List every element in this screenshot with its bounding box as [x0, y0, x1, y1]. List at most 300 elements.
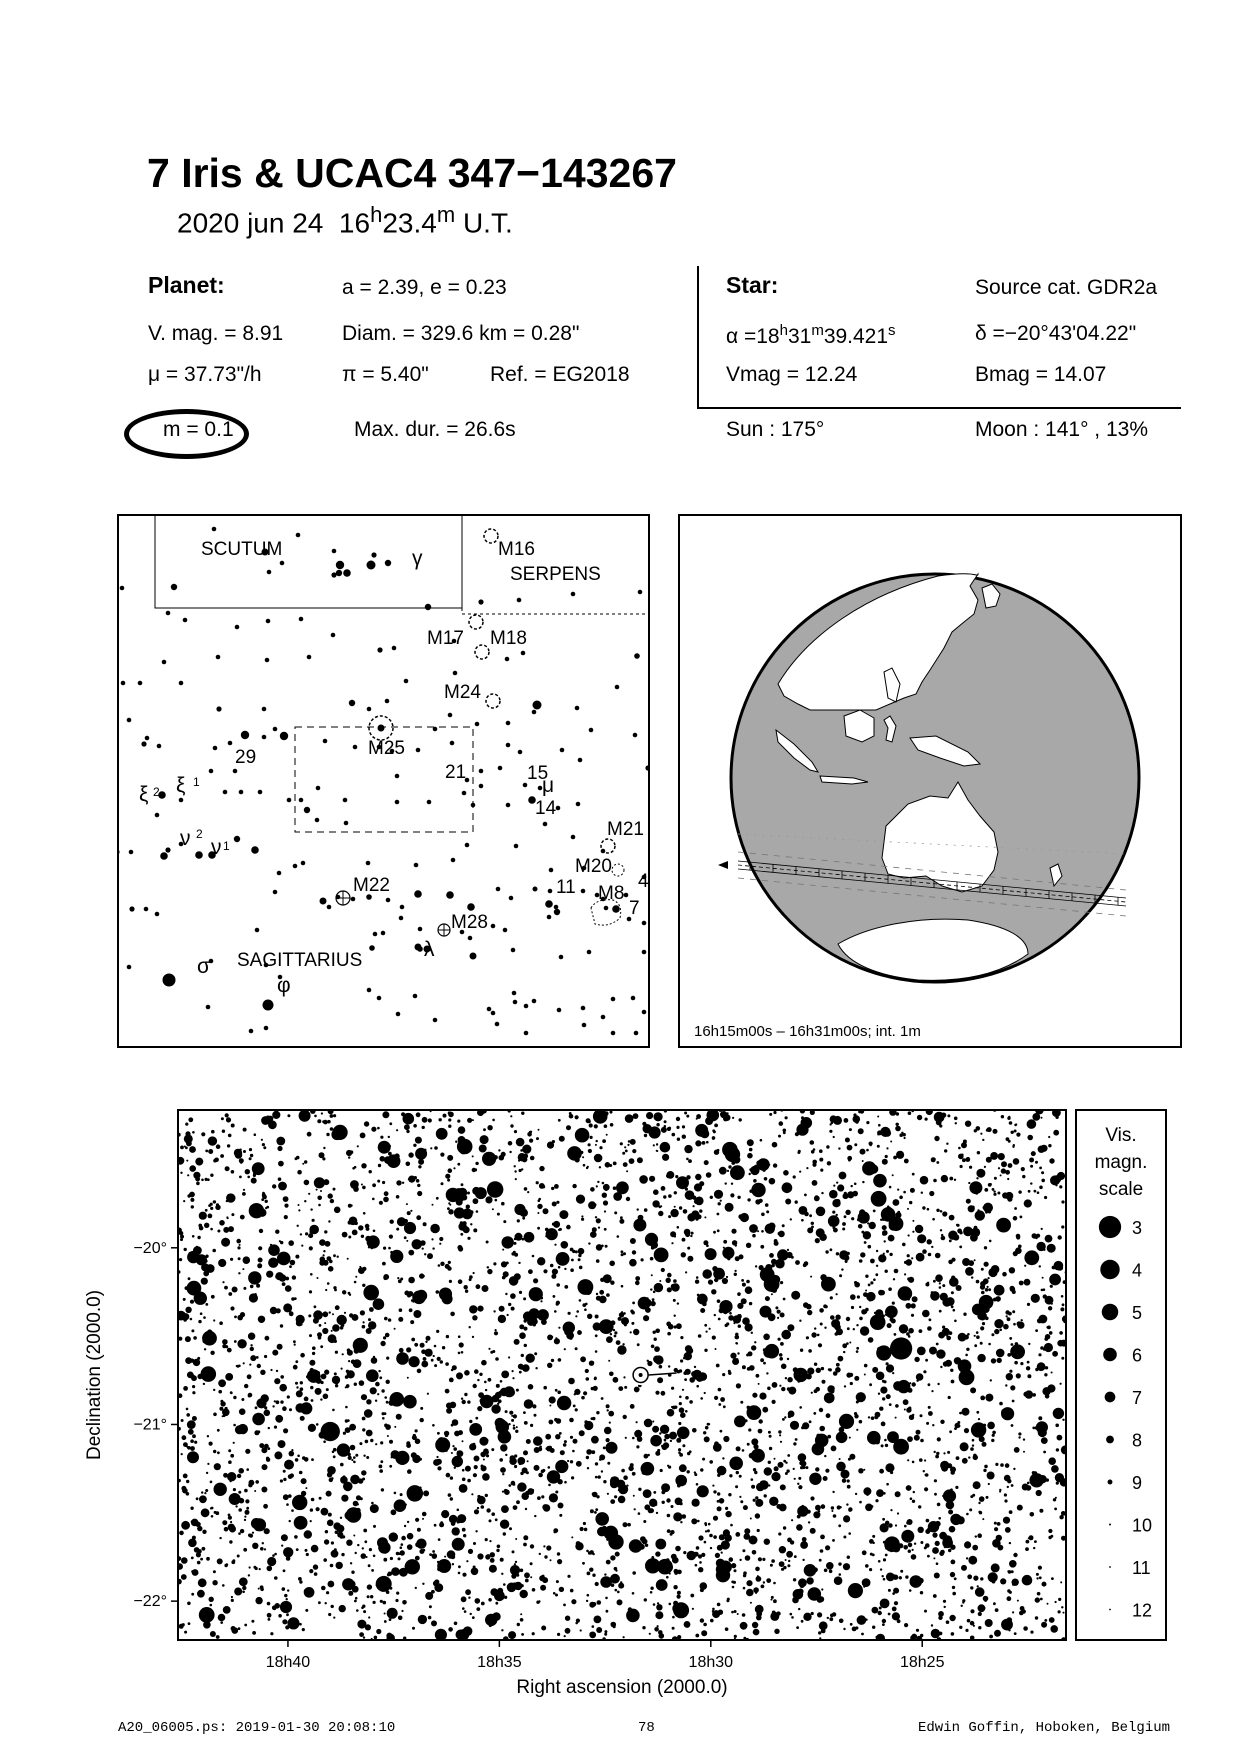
- field-star: [919, 1458, 923, 1462]
- field-star: [980, 1133, 982, 1135]
- field-star: [859, 1317, 863, 1321]
- bright-star: [641, 1462, 655, 1476]
- star-label: μ: [542, 774, 555, 797]
- field-star: [362, 1325, 366, 1329]
- field-star: [1024, 1250, 1039, 1265]
- field-star: [769, 1253, 774, 1258]
- finder-star: [179, 681, 184, 686]
- field-star: [272, 1111, 280, 1119]
- field-star: [267, 1602, 271, 1606]
- field-star: [1041, 1289, 1044, 1292]
- field-star: [542, 1504, 548, 1510]
- field-star: [598, 1475, 601, 1478]
- field-star: [476, 1607, 480, 1611]
- field-star: [664, 1120, 667, 1123]
- field-star: [868, 1298, 871, 1301]
- field-star: [749, 1168, 752, 1171]
- field-star: [863, 1469, 865, 1471]
- field-star: [593, 1322, 601, 1330]
- star-label: 4: [638, 871, 649, 892]
- field-star: [226, 1216, 228, 1218]
- field-star: [664, 1434, 670, 1440]
- field-star: [437, 1567, 441, 1571]
- field-star: [1061, 1606, 1063, 1608]
- finder-star: [255, 928, 260, 933]
- field-star: [623, 1415, 627, 1419]
- field-star: [359, 1380, 365, 1386]
- field-star: [469, 1305, 477, 1313]
- field-star: [974, 1344, 977, 1347]
- field-star: [868, 1416, 870, 1418]
- field-star: [1038, 1416, 1042, 1420]
- field-star: [514, 1568, 517, 1571]
- field-star: [289, 1265, 292, 1268]
- field-star: [926, 1519, 930, 1523]
- field-star: [469, 1420, 472, 1423]
- field-star: [282, 1587, 286, 1591]
- field-star: [204, 1348, 206, 1350]
- field-star: [486, 1439, 489, 1442]
- field-star: [672, 1627, 675, 1630]
- field-star: [348, 1360, 350, 1362]
- field-star: [922, 1249, 927, 1254]
- field-star: [388, 1318, 391, 1321]
- field-star: [798, 1608, 800, 1610]
- field-star: [194, 1441, 197, 1444]
- field-star: [674, 1571, 678, 1575]
- field-star: [684, 1229, 691, 1236]
- field-star: [904, 1137, 906, 1139]
- field-star: [334, 1372, 337, 1375]
- field-star: [233, 1488, 236, 1491]
- field-star: [903, 1545, 908, 1550]
- field-star: [183, 1200, 185, 1202]
- field-star: [210, 1228, 213, 1231]
- finder-star: [399, 916, 404, 921]
- field-star: [310, 1520, 312, 1522]
- field-star: [486, 1241, 489, 1244]
- finder-star: [120, 586, 125, 591]
- field-star: [462, 1478, 466, 1482]
- field-star: [477, 1379, 479, 1381]
- field-star: [727, 1112, 729, 1114]
- field-star: [415, 1137, 422, 1144]
- field-star: [729, 1557, 734, 1562]
- field-star: [278, 1177, 282, 1181]
- field-star: [288, 1494, 292, 1498]
- field-star: [439, 1118, 442, 1121]
- field-star: [452, 1445, 454, 1447]
- field-star: [415, 1518, 419, 1522]
- field-star: [205, 1209, 208, 1212]
- field-star: [606, 1293, 610, 1297]
- field-star: [1052, 1351, 1058, 1357]
- field-star: [551, 1187, 554, 1190]
- field-star: [750, 1518, 752, 1520]
- field-star: [431, 1620, 437, 1626]
- field-star: [337, 1525, 345, 1533]
- field-star: [422, 1583, 424, 1585]
- field-star: [666, 1278, 671, 1283]
- field-star: [324, 1539, 329, 1544]
- field-star: [631, 1311, 635, 1315]
- field-star: [780, 1281, 783, 1284]
- field-star: [304, 1180, 310, 1186]
- field-star: [1016, 1235, 1020, 1239]
- field-star: [702, 1269, 712, 1279]
- field-star: [545, 1235, 547, 1237]
- finder-star: [155, 813, 160, 818]
- field-star: [395, 1599, 398, 1602]
- field-star: [660, 1142, 671, 1153]
- star-label: 11: [556, 877, 576, 898]
- field-star: [469, 1443, 476, 1450]
- field-star: [633, 1329, 639, 1335]
- field-star: [327, 1520, 334, 1527]
- bright-star: [321, 1422, 340, 1441]
- field-star: [333, 1455, 336, 1458]
- field-star: [465, 1290, 468, 1293]
- field-star: [370, 1439, 373, 1442]
- legend-magnitude-label: 10: [1132, 1515, 1153, 1536]
- field-star: [363, 1610, 366, 1613]
- footer-author: Edwin Goffin, Hoboken, Belgium: [918, 1720, 1171, 1736]
- finder-star: [491, 924, 496, 929]
- field-star: [773, 1582, 776, 1585]
- field-star: [519, 1462, 522, 1465]
- field-star: [829, 1130, 832, 1133]
- field-star: [353, 1501, 359, 1507]
- field-star: [624, 1146, 626, 1148]
- field-star: [425, 1341, 427, 1343]
- finder-star: [315, 818, 320, 823]
- field-star: [676, 1117, 680, 1121]
- field-star: [319, 1324, 322, 1327]
- field-star: [937, 1383, 939, 1385]
- field-star: [927, 1555, 930, 1558]
- field-star: [604, 1427, 612, 1435]
- field-star: [232, 1627, 239, 1634]
- field-star: [190, 1507, 193, 1510]
- field-star: [196, 1497, 199, 1500]
- field-star: [630, 1404, 635, 1409]
- field-star: [1042, 1582, 1047, 1587]
- field-star: [267, 1557, 276, 1566]
- field-star: [508, 1303, 511, 1306]
- field-star: [787, 1358, 789, 1360]
- field-star: [486, 1508, 490, 1512]
- field-star: [482, 1473, 490, 1481]
- field-star: [632, 1437, 635, 1440]
- field-star: [594, 1511, 597, 1514]
- field-star: [992, 1431, 996, 1435]
- field-star: [990, 1183, 992, 1185]
- field-star: [989, 1240, 992, 1243]
- field-star: [870, 1259, 875, 1264]
- field-star: [370, 1247, 373, 1250]
- field-star: [793, 1175, 796, 1178]
- field-star: [949, 1430, 952, 1433]
- field-star: [713, 1516, 718, 1521]
- field-star: [725, 1511, 731, 1517]
- field-star: [705, 1426, 709, 1430]
- field-star: [979, 1511, 982, 1514]
- finder-star: [396, 1012, 401, 1017]
- field-star: [334, 1548, 337, 1551]
- field-star: [589, 1361, 594, 1366]
- finder-star: [332, 549, 337, 554]
- field-star: [643, 1520, 646, 1523]
- planet-m-value: m = 0.1: [163, 418, 234, 441]
- field-star: [439, 1237, 443, 1241]
- bright-star: [873, 1174, 887, 1188]
- star-label: ν: [211, 836, 222, 859]
- field-star: [629, 1539, 643, 1553]
- field-star: [410, 1210, 412, 1212]
- field-star: [264, 1118, 267, 1121]
- field-star: [854, 1282, 860, 1288]
- field-star: [882, 1230, 888, 1236]
- field-star: [442, 1346, 445, 1349]
- field-star: [885, 1306, 898, 1319]
- field-star: [848, 1532, 851, 1535]
- field-star: [791, 1256, 794, 1259]
- field-star: [1036, 1573, 1039, 1576]
- field-star: [660, 1581, 663, 1584]
- field-star: [390, 1251, 393, 1254]
- field-star: [446, 1335, 449, 1338]
- field-star: [626, 1485, 628, 1487]
- field-star: [1059, 1331, 1063, 1335]
- field-star: [352, 1586, 359, 1593]
- field-star: [954, 1179, 956, 1181]
- field-star: [743, 1571, 747, 1575]
- finder-star: [145, 736, 150, 741]
- field-star: [740, 1401, 743, 1404]
- object-label-m25: M25: [368, 738, 405, 759]
- field-star: [221, 1117, 224, 1120]
- field-star: [847, 1479, 850, 1482]
- finder-star: [301, 861, 306, 866]
- object-label-m16: M16: [498, 539, 535, 560]
- field-star: [452, 1563, 454, 1565]
- field-star: [1007, 1570, 1009, 1572]
- field-star: [516, 1574, 519, 1577]
- field-star: [349, 1424, 356, 1431]
- field-star: [287, 1395, 290, 1398]
- field-star: [856, 1347, 859, 1350]
- bright-star: [958, 1359, 972, 1373]
- field-star: [227, 1144, 230, 1147]
- field-star: [473, 1542, 476, 1545]
- field-star: [1017, 1505, 1023, 1511]
- field-star: [961, 1605, 963, 1607]
- field-star: [815, 1387, 820, 1392]
- field-star: [850, 1294, 856, 1300]
- field-star: [259, 1568, 261, 1570]
- field-star: [941, 1465, 948, 1472]
- field-star: [339, 1605, 346, 1612]
- field-star: [385, 1333, 390, 1338]
- field-star: [185, 1307, 191, 1313]
- field-star: [1007, 1317, 1011, 1321]
- field-star: [179, 1624, 184, 1629]
- field-star: [865, 1290, 867, 1292]
- field-star: [249, 1364, 251, 1366]
- field-star: [794, 1478, 796, 1480]
- field-star: [502, 1236, 514, 1248]
- field-star: [717, 1466, 727, 1476]
- field-star: [854, 1183, 857, 1186]
- field-star: [467, 1118, 472, 1123]
- finder-star: [293, 864, 298, 869]
- field-star: [331, 1605, 334, 1608]
- field-star: [793, 1589, 804, 1600]
- field-star: [407, 1544, 413, 1550]
- field-star: [771, 1275, 780, 1284]
- field-star: [1025, 1547, 1029, 1551]
- field-star: [260, 1370, 265, 1375]
- field-star: [267, 1566, 273, 1572]
- field-star: [370, 1504, 379, 1513]
- field-star: [1048, 1136, 1050, 1138]
- field-star: [595, 1462, 598, 1465]
- hour-unit: h: [370, 202, 383, 227]
- field-star: [500, 1444, 507, 1451]
- field-star: [445, 1174, 450, 1179]
- time-suffix: U.T.: [462, 207, 513, 239]
- field-star: [804, 1194, 807, 1197]
- finder-star: [495, 1022, 500, 1027]
- field-star: [603, 1583, 606, 1586]
- field-star: [1007, 1353, 1011, 1357]
- field-star: [613, 1192, 622, 1201]
- field-star: [570, 1436, 573, 1439]
- field-star: [206, 1472, 208, 1474]
- field-star: [421, 1361, 428, 1368]
- finder-star: [216, 655, 221, 660]
- field-star: [773, 1111, 776, 1114]
- field-star: [984, 1262, 989, 1267]
- field-star: [890, 1318, 894, 1322]
- field-star: [365, 1624, 371, 1630]
- field-star: [928, 1383, 931, 1386]
- field-star: [604, 1111, 609, 1116]
- field-star: [614, 1495, 617, 1498]
- field-star: [867, 1431, 881, 1445]
- field-star: [396, 1414, 402, 1420]
- field-star: [492, 1208, 494, 1210]
- field-star: [383, 1601, 387, 1605]
- field-star: [823, 1476, 828, 1481]
- field-star: [203, 1316, 206, 1319]
- field-star: [940, 1229, 942, 1231]
- field-star: [699, 1181, 704, 1186]
- field-star: [863, 1586, 865, 1588]
- field-star: [933, 1280, 936, 1283]
- field-star: [929, 1191, 934, 1196]
- field-star: [764, 1177, 768, 1181]
- field-star: [373, 1356, 375, 1358]
- field-star: [550, 1559, 552, 1561]
- field-star: [448, 1261, 451, 1264]
- field-star: [798, 1485, 802, 1489]
- field-star: [523, 1535, 528, 1540]
- field-star: [683, 1371, 687, 1375]
- field-star: [945, 1494, 953, 1502]
- field-star: [936, 1209, 939, 1212]
- field-star: [261, 1487, 267, 1493]
- field-star: [458, 1430, 463, 1435]
- field-star: [859, 1259, 863, 1263]
- field-star: [802, 1559, 804, 1561]
- field-star: [892, 1302, 895, 1305]
- field-star: [1008, 1116, 1010, 1118]
- field-star: [470, 1223, 472, 1225]
- field-star: [683, 1357, 685, 1359]
- field-star: [479, 1113, 482, 1116]
- field-star: [199, 1495, 207, 1503]
- field-star: [1044, 1337, 1048, 1341]
- finder-star: [395, 800, 400, 805]
- field-star: [904, 1409, 906, 1411]
- field-star: [202, 1547, 206, 1551]
- field-star: [228, 1449, 231, 1452]
- field-star: [213, 1159, 217, 1163]
- field-star: [353, 1186, 359, 1192]
- field-star: [751, 1183, 765, 1197]
- finder-star: [416, 748, 421, 753]
- field-star: [201, 1508, 210, 1517]
- field-star: [237, 1339, 246, 1348]
- field-star: [703, 1240, 708, 1245]
- field-star: [528, 1384, 534, 1390]
- finder-star: [554, 905, 559, 910]
- field-star: [601, 1117, 604, 1120]
- field-star: [739, 1559, 741, 1561]
- field-star: [962, 1408, 970, 1416]
- field-star: [704, 1160, 709, 1165]
- field-star: [211, 1295, 215, 1299]
- field-star: [394, 1499, 407, 1512]
- field-star: [398, 1317, 403, 1322]
- field-star: [406, 1203, 408, 1205]
- field-star: [592, 1574, 595, 1577]
- field-star: [513, 1483, 516, 1486]
- field-star: [656, 1143, 658, 1145]
- field-star: [1023, 1451, 1025, 1453]
- field-star: [621, 1469, 625, 1473]
- field-star: [476, 1284, 481, 1289]
- field-star: [908, 1298, 910, 1300]
- field-star: [388, 1136, 390, 1138]
- field-star: [335, 1305, 340, 1310]
- field-star: [662, 1444, 668, 1450]
- field-star: [191, 1593, 194, 1596]
- field-star: [328, 1581, 335, 1588]
- field-star: [988, 1277, 990, 1279]
- field-star: [564, 1326, 566, 1328]
- field-star: [325, 1530, 328, 1533]
- field-star: [247, 1176, 250, 1179]
- field-star: [848, 1508, 851, 1511]
- field-star: [417, 1369, 422, 1374]
- object-label-m21: M21: [607, 819, 644, 840]
- field-star: [888, 1589, 891, 1592]
- field-star: [733, 1322, 735, 1324]
- field-star: [604, 1633, 607, 1636]
- field-star: [668, 1215, 671, 1218]
